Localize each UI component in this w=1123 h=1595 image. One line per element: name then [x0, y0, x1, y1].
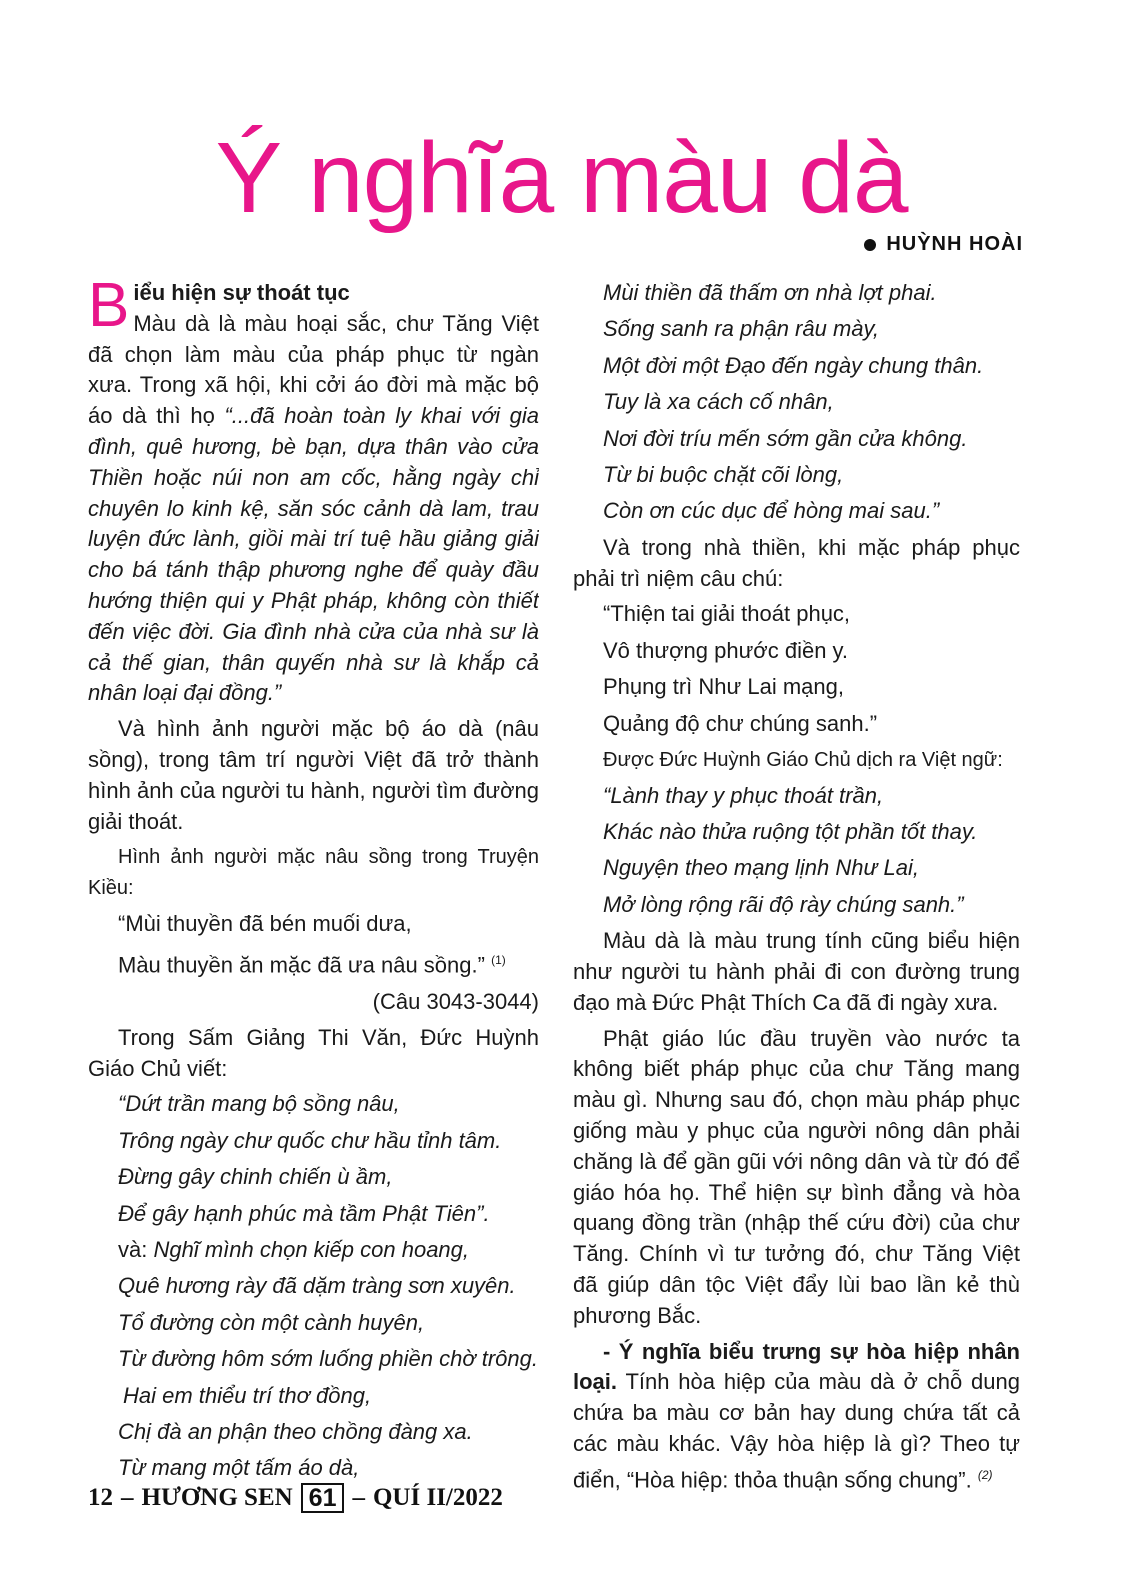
- verse-line: Nguyện theo mạng lịnh Như Lai,: [603, 855, 920, 881]
- verse-line: Từ bi buộc chặt cõi lòng,: [603, 461, 844, 487]
- verse-line: Đừng gây chinh chiến ù ầm,: [118, 1164, 393, 1190]
- verse-line: Hai em thiểu trí thơ đồng,: [123, 1382, 372, 1408]
- verse-line: Từ mang một tấm áo dà,: [118, 1455, 360, 1481]
- section-heading: iểu hiện sự thoát tục: [133, 280, 350, 305]
- verse-line: “Dứt trần mang bộ sồng nâu,: [118, 1091, 400, 1117]
- verse-line: Một đời một Đạo đến ngày chung thân.: [603, 352, 984, 378]
- section-heading: - Ý nghĩa biểu trưng sự hòa hiệp nhân loại.: [573, 1338, 1020, 1395]
- verse-line: Từ đường hôm sớm luống phiền chờ trông.: [118, 1346, 538, 1372]
- verse-line: [88, 1235, 539, 1266]
- verse-text: Màu thuyền ăn mặc đã ưa nâu sồng.”: [118, 952, 485, 978]
- separator: –: [352, 1484, 365, 1511]
- paragraph: Được Đức Huỳnh Giáo Chủ dịch ra Việt ngữ:: [603, 748, 1003, 771]
- quarter-label: QUÍ II/2022: [372, 1484, 503, 1511]
- author-line: [864, 233, 1023, 256]
- verse-line: Tuy là xa cách cố nhân,: [603, 389, 834, 415]
- verse-line: Chị đà an phận theo chồng đàng xa.: [118, 1418, 473, 1444]
- magazine-name: HƯƠNG SEN: [141, 1484, 293, 1511]
- verse-line: Khác nào thửa ruộng tột phần tốt thay.: [603, 819, 978, 845]
- chant-line: Phụng trì Như Lai mạng,: [603, 674, 844, 700]
- page-number: 12: [88, 1484, 113, 1511]
- verse-line: “Lành thay y phục thoát trần,: [603, 782, 884, 808]
- paragraph: Phật giáo lúc đầu truyền vào nước ta không biết pháp phục của chư Tăng mang màu gì. Nhưng sau đó, chọn màu pháp phục giống màu y phục của người nông dân phải chăng là để gần gũi với nông dân và từ đó để giáo hóa họ. Thể hiện sự bình đẳng và hòa quang đồng trần (nhập thế cứu đời) của chư Tăng. Chính vì tư tưởng đó, chư Tăng Việt đã giúp dân tộc Việt đẩy lùi bao lần kẻ thù phương Bắc.: [573, 1025, 1020, 1328]
- verse-text: Nghĩ mình chọn kiếp con hoang,: [153, 1237, 470, 1262]
- chant-line: “Thiện tai giải thoát phục,: [603, 601, 851, 627]
- verse-line: Quê hương rày đã dặm tràng sơn xuyên.: [118, 1273, 516, 1299]
- author-name: HUỲNH HOÀI: [886, 233, 1023, 255]
- verse-line: Để gây hạnh phúc mà tầm Phật Tiên”.: [118, 1200, 490, 1226]
- verse-line: Còn ơn cúc dục để hòng mai sau.”: [603, 498, 940, 524]
- verse-line: Tổ đường còn một cành huyên,: [118, 1309, 425, 1335]
- verse-line: “Mùi thuyền đã bén muối dưa,: [118, 910, 412, 936]
- footnote-ref: (2): [977, 1467, 993, 1482]
- verse-line: [88, 945, 539, 981]
- drop-cap: B: [88, 278, 130, 340]
- verse-line: Mở lòng rộng rãi độ rày chúng sanh.”: [603, 891, 964, 917]
- footnote-ref: (1): [491, 953, 506, 968]
- verse-line: Nơi đời tríu mến sớm gần cửa không.: [603, 425, 968, 451]
- verse-line: Sống sanh ra phận râu mày,: [603, 316, 879, 342]
- intro-paragraph: [88, 278, 539, 709]
- right-column: [573, 278, 1020, 1501]
- paragraph: Và trong nhà thiền, khi mặc pháp phục phải trì niệm câu chú:: [573, 534, 1020, 591]
- page-footer: [88, 1483, 503, 1513]
- intro-quote: “...đã hoàn toàn ly khai với gia đình, quê hương, bè bạn, dựa thân vào cửa Thiền hoặc núi non am cốc, hằng ngày chỉ chuyên lo kinh kệ, săn sóc cảnh dà lam, trau luyện đức lành, giồi mài trí tuệ hầu giảng giải cho bá tánh thập phương nghe để quày đầu hướng thiện qui y Phật pháp, không còn thiết đến việc đời. Gia đình nhà cửa của nhà sư là cả thế gian, thân quyến nhà sư là khắp cả nhân loại đại đồng.”: [88, 403, 539, 706]
- verse-prefix: và:: [118, 1237, 154, 1262]
- separator: –: [121, 1484, 134, 1511]
- chant-line: Vô thượng phước điền y.: [603, 637, 849, 663]
- intro-text: Màu dà là màu hoại sắc, chư Tăng Việt đã chọn làm màu của pháp phục từ ngàn xưa. Trong xã hội, khi cởi áo đời mà mặc bộ áo dà thì họ: [88, 310, 539, 429]
- issue-number: 61: [301, 1483, 345, 1513]
- citation: (Câu 3043-3044): [372, 989, 539, 1015]
- verse-line: Mùi thiền đã thấm ơn nhà lợt phai.: [603, 280, 937, 305]
- bullet-icon: [864, 239, 876, 251]
- article-title: Ý nghĩa màu dà: [215, 122, 908, 234]
- verse-line: Trông ngày chư quốc chư hầu tỉnh tâm.: [118, 1127, 502, 1153]
- paragraph: Và hình ảnh người mặc bộ áo dà (nâu sồng), trong tâm trí người Việt đã trở thành hình ảnh của người tu hành, người tìm đường giải thoát.: [88, 716, 539, 834]
- chant-line: Quảng độ chư chúng sanh.”: [603, 710, 878, 736]
- paragraph: Màu dà là màu trung tính cũng biểu hiện như người tu hành phải đi con đường trung đạo mà Đức Phật Thích Ca đã đi ngày xưa.: [573, 928, 1020, 1015]
- paragraph: Hình ảnh người mặc nâu sồng trong Truyện Kiều:: [88, 846, 539, 900]
- left-column: [88, 278, 539, 1490]
- paragraph-text: Tính hòa hiệp của màu dà ở chỗ dung chứa ba màu cơ bản hay dung chứa tất cả các màu khác. Vậy hòa hiệp là gì? Theo tự điển, “Hòa hiệp: thỏa thuận sống chung”.: [573, 1369, 1020, 1493]
- paragraph: [573, 1337, 1020, 1496]
- paragraph: Trong Sấm Giảng Thi Văn, Đức Huỳnh Giáo Chủ viết:: [88, 1024, 539, 1081]
